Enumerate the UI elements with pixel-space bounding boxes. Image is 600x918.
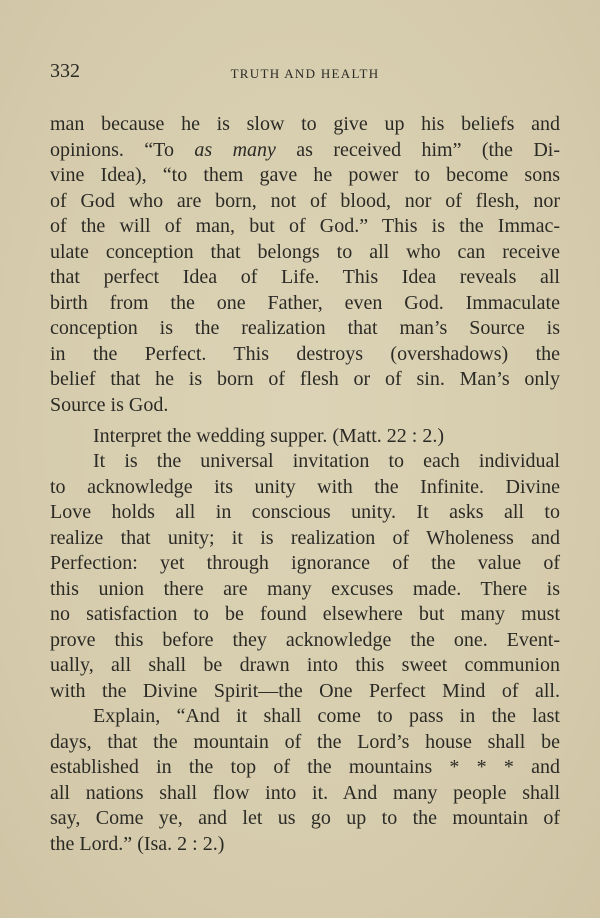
text-line: say, Come ye, and let us go up to the mountain of: [50, 807, 560, 829]
text-line: this union there are many excuses made. There is: [50, 577, 560, 600]
text-line: It is the universal invitation to each individual: [93, 450, 560, 472]
text-line: of God who are born, not of blood, nor of flesh, nor: [50, 189, 560, 212]
text-line: in the Perfect. This destroys (overshadows) the: [50, 342, 560, 365]
running-title: TRUTH AND HEALTH: [230, 66, 380, 81]
text-line: conception is the realization that man’s Source is: [50, 317, 560, 339]
text-line: Perfection: yet through ignorance of the value of: [50, 552, 560, 574]
text-line: belief that he is born of flesh or of sin. Man’s only: [50, 368, 560, 390]
question-line: Interpret the wedding supper. (Matt. 22 : 2.): [93, 424, 445, 447]
text-line: to acknowledge its unity with the Infinite. Divine: [50, 475, 560, 498]
text-line: established in the top of the mountains * * * and: [50, 756, 560, 778]
text-line: Love holds all in conscious unity. It asks all to: [50, 501, 560, 523]
text-line: Source is God.: [50, 393, 169, 416]
text-line: all nations shall flow into it. And many people shall: [50, 781, 560, 804]
text-line: man because he is slow to give up his beliefs and: [50, 113, 560, 135]
text-line: realize that unity; it is realization of Wholeness and: [50, 526, 560, 549]
italic-text: as many: [194, 138, 276, 161]
page-number: 332: [50, 60, 80, 82]
text-line: days, that the mountain of the Lord’s house shall be: [50, 730, 560, 753]
text-line: that perfect Idea of Life. This Idea reveals all: [50, 266, 560, 288]
text-line: of the will of man, but of God.” This is the Immac-: [50, 215, 560, 237]
text-line: ually, all shall be drawn into this sweet communion: [50, 654, 560, 676]
text-segment: opinions. “To: [50, 138, 195, 161]
text-line: the Lord.” (Isa. 2 : 2.): [50, 832, 225, 855]
text-line: [50, 138, 560, 164]
text-line: birth from the one Father, even God. Immaculate: [50, 291, 560, 314]
text-line: prove this before they acknowledge the one. Event-: [50, 628, 560, 651]
page-body: [50, 112, 560, 857]
text-line: no satisfaction to be found elsewhere but many must: [50, 603, 560, 625]
text-line: vine Idea), “to them gave he power to become sons: [50, 164, 560, 186]
text-line: with the Divine Spirit—the One Perfect Mind of all.: [50, 679, 560, 702]
question-line: Explain, “And it shall come to pass in the last: [93, 705, 560, 727]
text-segment: as received him” (the Di-: [275, 138, 560, 161]
text-line: ulate conception that belongs to all who can receive: [50, 240, 560, 263]
